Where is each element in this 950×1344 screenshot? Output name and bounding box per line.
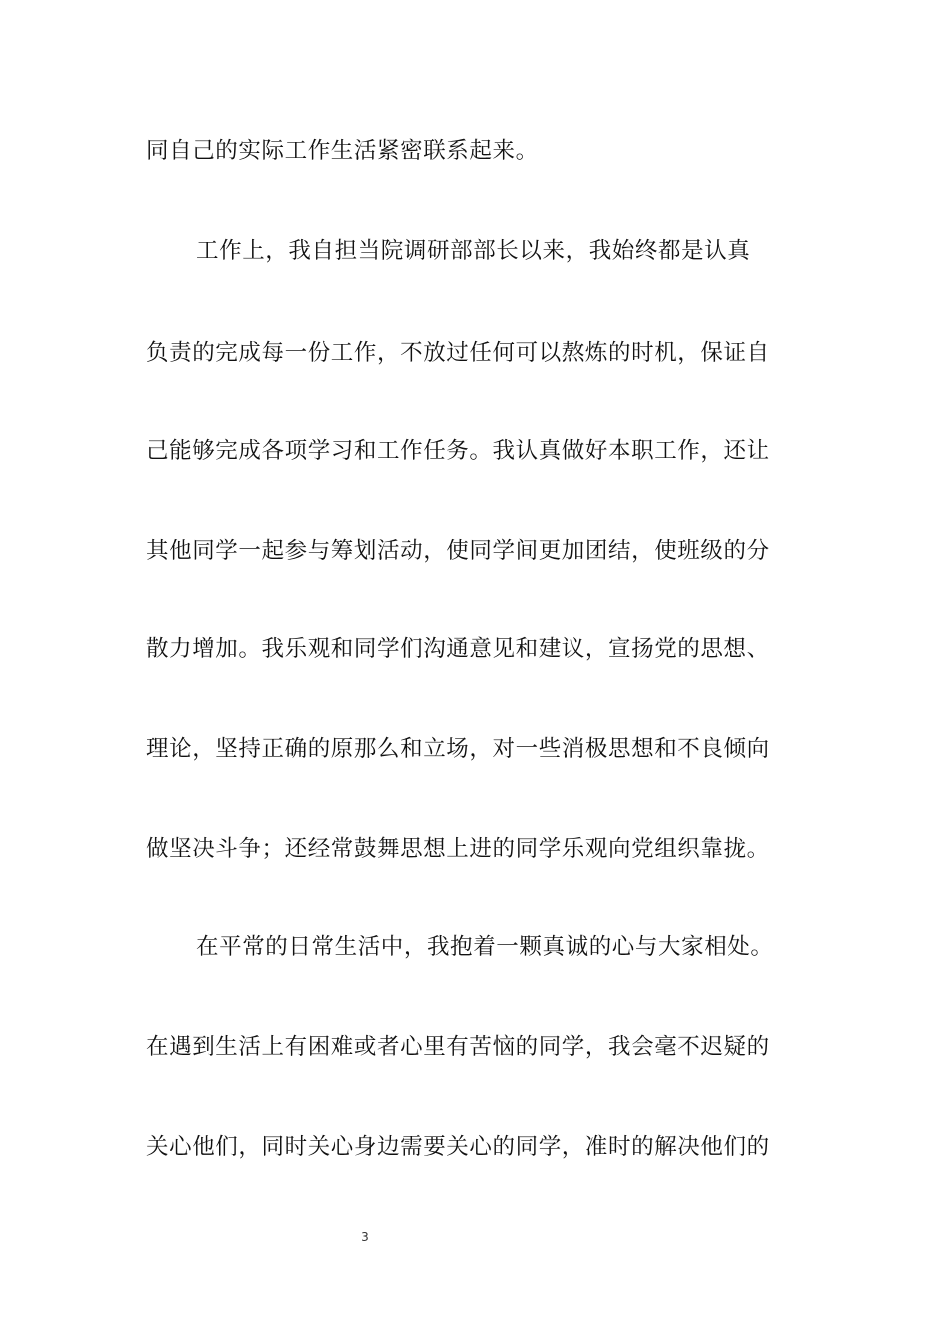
text-line-3: 负责的完成每一份工作，不放过任何可以熬炼的时机，保证自 [146, 340, 770, 366]
text-line-2: 工作上，我自担当院调研部部长以来，我始终都是认真 [196, 238, 751, 264]
text-line-5: 其他同学一起参与筹划活动，使同学间更加团结，使班级的分 [146, 538, 770, 564]
text-line-6: 散力增加。我乐观和同学们沟通意见和建议，宣扬党的思想、 [146, 636, 770, 662]
text-line-4: 己能够完成各项学习和工作任务。我认真做好本职工作，还让 [146, 438, 770, 464]
text-line-10: 在遇到生活上有困难或者心里有苦恼的同学，我会毫不迟疑的 [146, 1034, 770, 1060]
text-line-9: 在平常的日常生活中，我抱着一颗真诚的心与大家相处。 [196, 934, 774, 960]
text-line-1: 同自己的实际工作生活紧密联系起来。 [146, 138, 539, 164]
page-number: 3 [361, 1230, 369, 1244]
text-line-8: 做坚决斗争；还经常鼓舞思想上进的同学乐观向党组织靠拢。 [146, 836, 770, 862]
text-line-11: 关心他们，同时关心身边需要关心的同学，准时的解决他们的 [146, 1134, 770, 1160]
text-line-7: 理论，坚持正确的原那么和立场，对一些消极思想和不良倾向 [146, 736, 770, 762]
